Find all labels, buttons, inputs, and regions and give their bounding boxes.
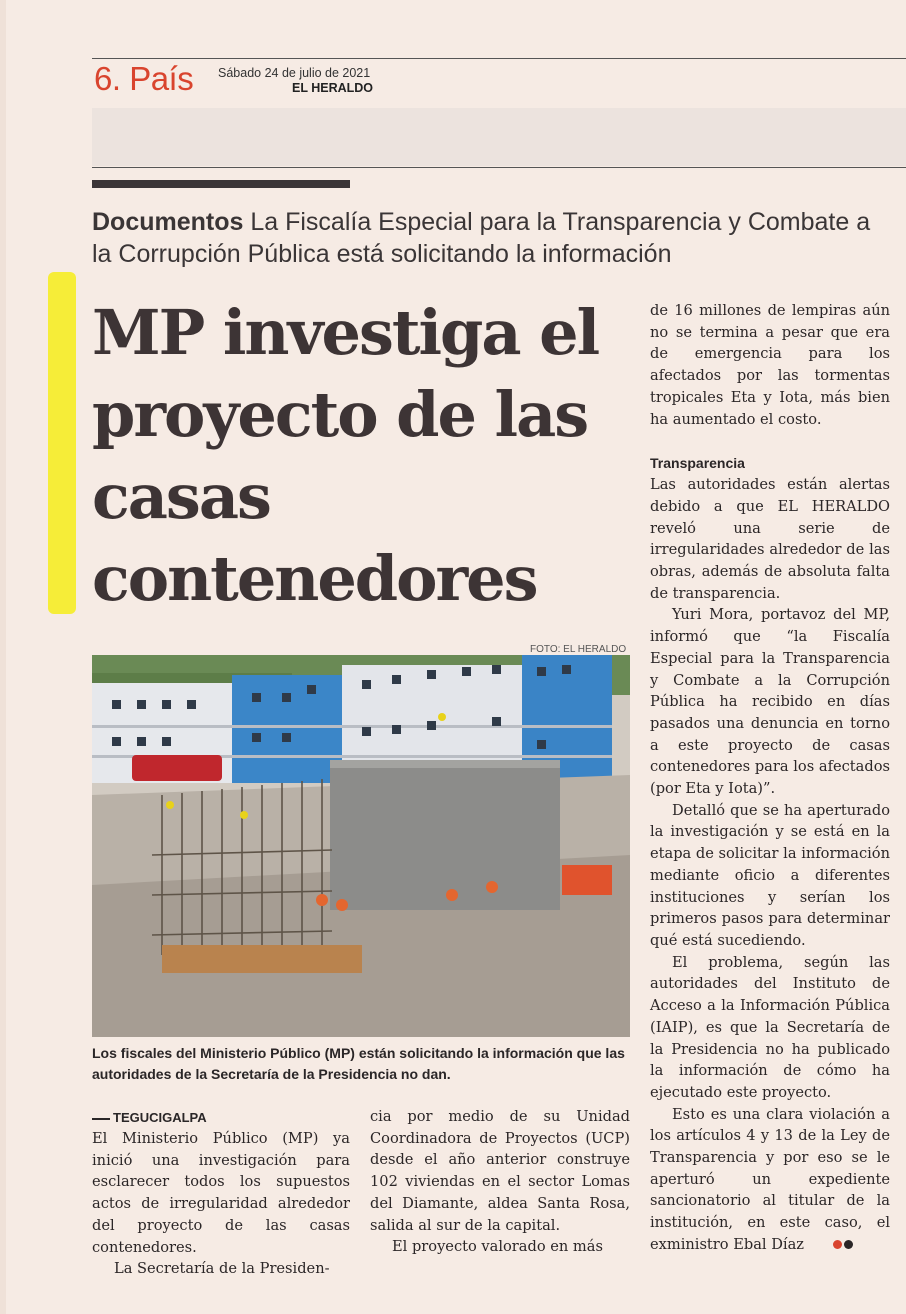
end-mark-icon (809, 1234, 853, 1256)
body-column-3 (650, 300, 890, 1256)
paragraph: La Secretaría de la Presiden- (114, 1260, 330, 1278)
issue-date: Sábado 24 de julio de 2021 (218, 66, 371, 80)
paragraph: Las autoridades están alertas debido a que EL HERALDO reveló una serie de irregularidades alrededor de las obras, además de absoluta falta de transparencia. (650, 476, 890, 602)
paragraph: Yuri Mora, portavoz del MP, informó que “la Fiscalía Especial para la Transparencia y Combate a la Corrupción Pública ha recibido en días pasados una denuncia en torno a este proyecto de casas contenedores para los afectados (por Eta y Iota)”. (650, 606, 890, 798)
body-column-2 (370, 1106, 630, 1258)
paragraph-last-text: Esto es una clara violación a los artículos 4 y 13 de la Ley de Transparencia y por eso se le aperturó un expediente sancionatorio al titular de la institución, en este caso, el exministro Ebal Díaz (650, 1105, 890, 1253)
newspaper-name: EL HERALDO (292, 81, 374, 95)
page-edge (0, 0, 6, 1314)
article-photo (92, 655, 630, 1037)
paragraph: cia por medio de su Unidad Coordinadora de Proyectos (UCP) desde el año anterior construye 102 viviendas en el sector Lomas del Diamante, aldea Santa Rosa, salida al sur de la capital. (370, 1108, 630, 1234)
kicker (92, 206, 892, 270)
subhead: Transparencia (650, 455, 745, 472)
kicker-label: Documentos (92, 208, 244, 236)
body-column-1 (92, 1128, 350, 1280)
paragraph: El Ministerio Público (MP) ya inició una investigación para esclarecer todos los supuestos actos de irregularidad alrededor del proyecto de las casas contenedores. (92, 1130, 350, 1256)
photo-credit: FOTO: EL HERALDO (530, 644, 627, 655)
dateline-dash (92, 1118, 110, 1120)
paragraph-last (650, 1104, 890, 1256)
headline: MP investiga el proyecto de las casas contenedores (92, 296, 599, 615)
kicker-bar (92, 180, 350, 188)
section-title: 6. País (94, 60, 194, 97)
dateline-text: TEGUCIGALPA (113, 1110, 207, 1125)
construction-site-illustration (92, 655, 630, 1037)
paragraph: Detalló que se ha aperturado la investigación y se está en la etapa de solicitar la información mediante oficio a diferentes instituciones y serían los primeros pasos para determinar qué está sucediendo. (650, 801, 890, 949)
dateline (92, 1110, 207, 1125)
header-band (92, 108, 906, 166)
highlighter-mark (48, 272, 76, 614)
header-rule (92, 58, 906, 59)
kicker-text: La Fiscalía Especial para la Transparencia y Combate a la Corrupción Pública está solicitando la información (92, 208, 871, 268)
paragraph: El problema, según las autoridades del Instituto de Acceso a la Información Pública (IAIP), es que la Secretaría de la Presidencia no ha publicado la información de cómo ha ejecutado este proyecto. (650, 953, 890, 1101)
header-band-rule (92, 167, 906, 168)
photo-caption: Los fiscales del Ministerio Público (MP) están solicitando la información que las autoridades de la Secretaría de la Presidencia no dan. (92, 1045, 625, 1082)
paragraph: de 16 millones de lempiras aún no se termina a pesar que era de emergencia para los afectados por las tormentas tropicales Eta y Iota, más bien ha aumentado el costo. (650, 302, 890, 428)
paragraph: El proyecto valorado en más (392, 1238, 603, 1256)
